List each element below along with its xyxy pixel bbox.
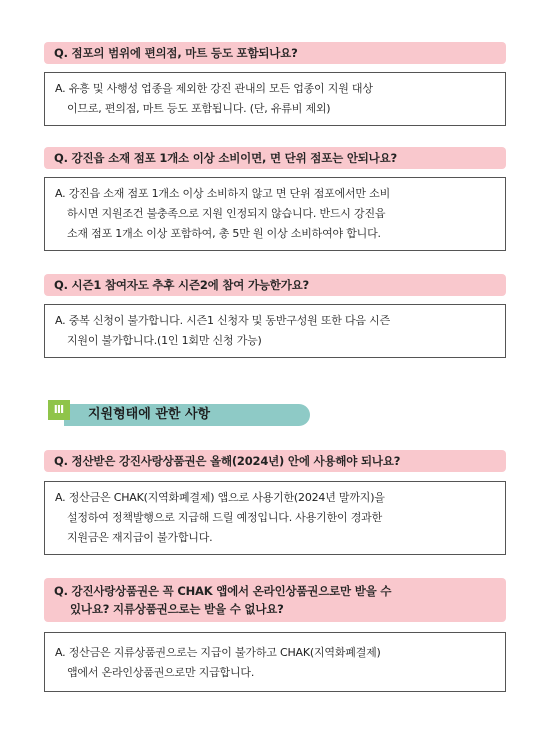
faq-answer-1-line-1: A. 유흥 및 사행성 업종을 제외한 강진 관내의 모든 업종이 지원 대상 xyxy=(55,82,373,95)
faq-question-4: Q. 정산받은 강진사랑상품권은 올해(2024년) 안에 사용해야 되나요? xyxy=(44,450,506,472)
faq-answer-2-line-3: 소재 점포 1개소 이상 포함하여, 총 5만 원 이상 소비하여야 합니다. xyxy=(67,227,381,240)
faq-answer-5 xyxy=(44,632,506,692)
faq-answer-4 xyxy=(44,481,506,555)
faq-question-5-line-1: Q. 강진사랑상품권은 꼭 CHAK 앱에서 온라인상품권으로만 받을 수 xyxy=(54,584,392,598)
faq-answer-2-line-1: A. 강진읍 소재 점포 1개소 이상 소비하지 않고 면 단위 점포에서만 소비 xyxy=(55,187,390,200)
faq-answer-2-line-2: 하시면 지원조건 불충족으로 지원 인정되지 않습니다. 반드시 강진읍 xyxy=(67,207,386,220)
faq-question-2: Q. 강진읍 소재 점포 1개소 이상 소비이면, 면 단위 점포는 안되나요? xyxy=(44,147,506,169)
faq-answer-3-line-1: A. 중복 신청이 불가합니다. 시즌1 신청자 및 동반구성원 또한 다음 시즌 xyxy=(55,314,390,327)
faq-answer-3 xyxy=(44,304,506,358)
section-header xyxy=(48,400,310,426)
faq-question-5-line-2: 있나요? 지류상품권으로는 받을 수 없나요? xyxy=(70,602,284,616)
faq-question-5 xyxy=(44,578,506,622)
faq-question-1: Q. 점포의 범위에 편의점, 마트 등도 포함되나요? xyxy=(44,42,506,64)
faq-answer-2 xyxy=(44,177,506,251)
faq-answer-4-line-1: A. 정산금은 CHAK(지역화폐결제) 앱으로 사용기한(2024년 말까지)을 xyxy=(55,491,385,504)
faq-answer-4-line-3: 지원금은 재지급이 불가합니다. xyxy=(67,531,213,544)
faq-answer-1-line-2: 이므로, 편의점, 마트 등도 포함됩니다. (단, 유류비 제외) xyxy=(67,102,331,115)
faq-answer-4-line-2: 설정하여 정책발행으로 지급해 드릴 예정입니다. 사용기한이 경과한 xyxy=(67,511,383,524)
faq-answer-5-line-1: A. 정산금은 지류상품권으로는 지급이 불가하고 CHAK(지역화폐결제) xyxy=(55,646,381,659)
section-number: Ⅲ xyxy=(48,400,70,420)
faq-answer-5-line-2: 앱에서 온라인상품권으로만 지급합니다. xyxy=(67,666,255,679)
faq-answer-3-line-2: 지원이 불가합니다.(1인 1회만 신청 가능) xyxy=(67,334,262,347)
section-title: 지원형태에 관한 사항 xyxy=(88,407,211,422)
faq-question-3: Q. 시즌1 참여자도 추후 시즌2에 참여 가능한가요? xyxy=(44,274,506,296)
faq-answer-1 xyxy=(44,72,506,126)
